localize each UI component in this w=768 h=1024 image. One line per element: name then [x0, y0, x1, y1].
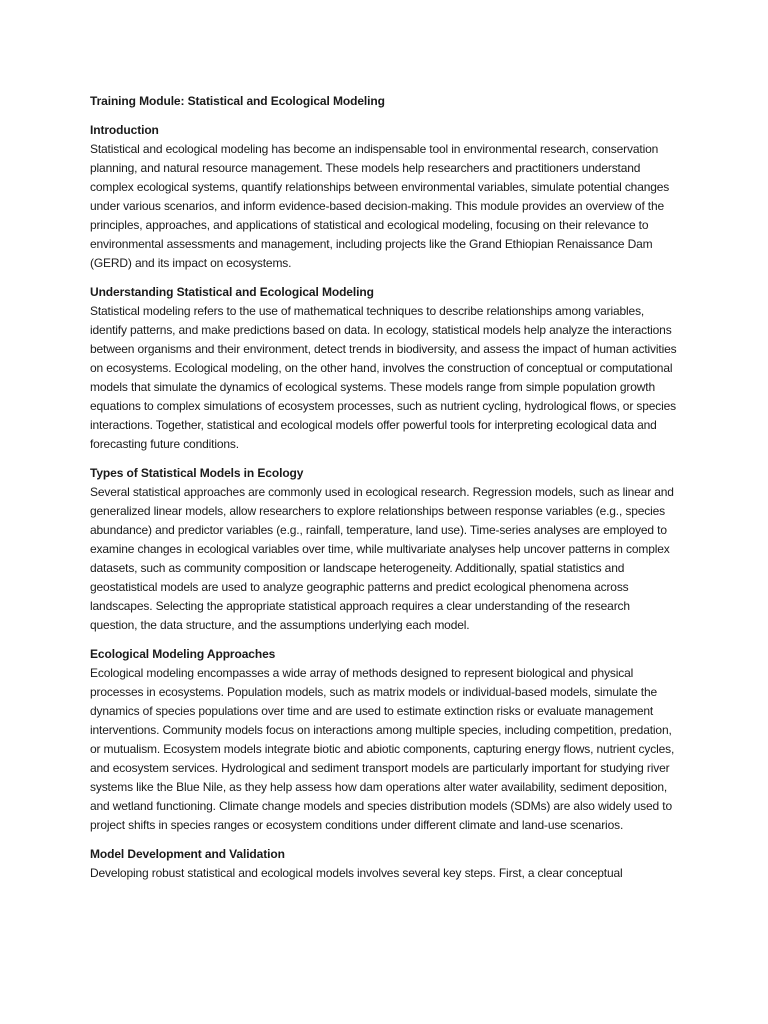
- section-paragraph: Statistical and ecological modeling has become an indispensable tool in environmental research, conservation planning, and natural resource management. These models help researchers and practitioners understand complex ecological systems, quantify relationships between environmental variables, simulate potential changes under various scenarios, and inform evidence-based decision-making. This module provides an overview of the principles, approaches, and applications of statistical and ecological modeling, focusing on their relevance to environmental assessments and management, including projects like the Grand Ethiopian Renaissance Dam (GERD) and its impact on ecosystems.: [90, 142, 670, 270]
- section-understanding: [90, 283, 680, 454]
- section-introduction: [90, 121, 680, 273]
- document-title: Training Module: Statistical and Ecological Modeling: [90, 94, 385, 108]
- section-ecological-approaches: [90, 645, 680, 835]
- section-statistical-models: [90, 464, 680, 635]
- section-paragraph: Several statistical approaches are commonly used in ecological research. Regression models, such as linear and generalized linear models, allow researchers to explore relationships between response variables (e.g., species abundance) and predictor variables (e.g., rainfall, temperature, land use). Time-series analyses are employed to examine changes in ecological variables over time, while multivariate analyses help uncover patterns in complex datasets, such as community composition or landscape heterogeneity. Additionally, spatial statistics and geostatistical models are used to analyze geographic patterns and predict ecological phenomena across landscapes. Selecting the appropriate statistical approach requires a clear understanding of the research question, the data structure, and the assumptions underlying each model.: [90, 485, 674, 632]
- section-model-development: [90, 845, 680, 883]
- section-heading: Understanding Statistical and Ecological Modeling: [90, 285, 374, 299]
- section-heading: Types of Statistical Models in Ecology: [90, 466, 304, 480]
- section-paragraph: Developing robust statistical and ecological models involves several key steps. First, a clear conceptual: [90, 866, 623, 880]
- section-heading: Ecological Modeling Approaches: [90, 647, 276, 661]
- section-heading: Introduction: [90, 123, 159, 137]
- section-paragraph: Statistical modeling refers to the use of mathematical techniques to describe relationships among variables, identify patterns, and make predictions based on data. In ecology, statistical models help analyze the interactions between organisms and their environment, detect trends in biodiversity, and assess the impact of human activities on ecosystems. Ecological modeling, on the other hand, involves the construction of conceptual or computational models that simulate the dynamics of ecological systems. These models range from simple population growth equations to complex simulations of ecosystem processes, such as nutrient cycling, hydrological flows, or species interactions. Together, statistical and ecological models offer powerful tools for interpreting ecological data and forecasting future conditions.: [90, 304, 677, 451]
- document-page: [90, 92, 680, 893]
- section-heading: Model Development and Validation: [90, 847, 285, 861]
- section-paragraph: Ecological modeling encompasses a wide array of methods designed to represent biological and physical processes in ecosystems. Population models, such as matrix models or individual-based models, simulate the dynamics of species populations over time and are used to estimate extinction risks or evaluate management interventions. Community models focus on interactions among multiple species, including competition, predation, or mutualism. Ecosystem models integrate biotic and abiotic components, capturing energy flows, nutrient cycles, and ecosystem services. Hydrological and sediment transport models are particularly important for studying river systems like the Blue Nile, as they help assess how dam operations alter water availability, sediment deposition, and wetland functioning. Climate change models and species distribution models (SDMs) are also widely used to project shifts in species ranges or ecosystem conditions under different climate and land-use scenarios.: [90, 666, 675, 832]
